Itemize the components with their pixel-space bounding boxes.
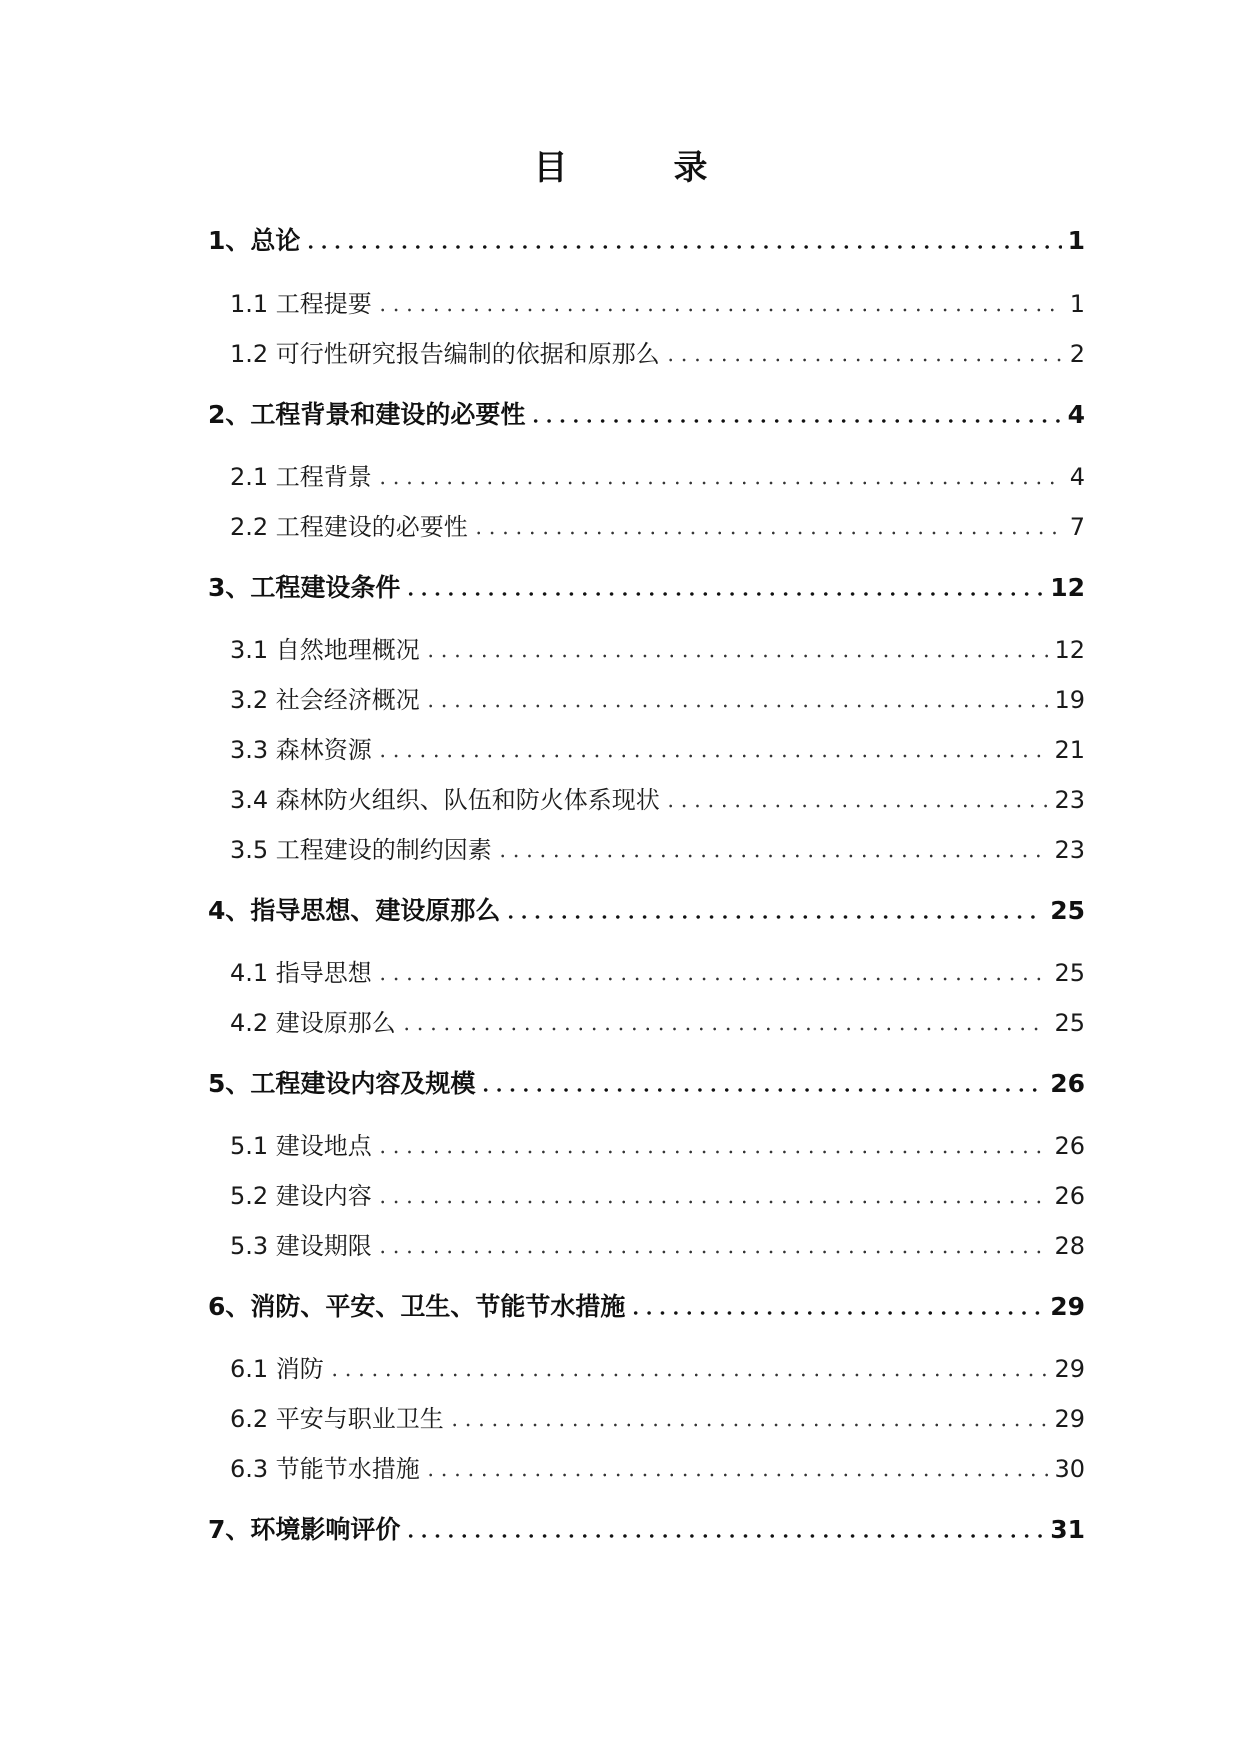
toc-page-number: 28	[1054, 1232, 1085, 1260]
toc-section-entry[interactable]	[230, 954, 1085, 988]
dot-leader	[376, 1231, 1049, 1261]
toc-entry-title: 1.2 可行性研究报告编制的依据和原那么	[230, 340, 660, 368]
toc-page-number: 25	[1050, 896, 1085, 925]
dot-leader	[376, 958, 1049, 988]
toc-entry-title: 3.5 工程建设的制约因素	[230, 836, 492, 864]
toc-page-number: 2	[1069, 340, 1085, 368]
dot-leader	[424, 1454, 1049, 1484]
dot-leader	[376, 1181, 1049, 1211]
dot-leader	[448, 1404, 1049, 1434]
toc-section-entry[interactable]	[230, 1127, 1085, 1161]
dot-leader	[376, 1131, 1049, 1161]
toc-chapter-entry[interactable]	[208, 396, 1085, 430]
toc-page-number: 4	[1067, 400, 1085, 429]
toc-entry-title: 6.3 节能节水措施	[230, 1455, 420, 1483]
dot-leader	[472, 512, 1064, 542]
toc-page-number: 21	[1054, 736, 1085, 764]
dot-leader	[376, 462, 1064, 492]
toc-section-entry[interactable]	[230, 1227, 1085, 1261]
toc-page-number: 4	[1069, 463, 1085, 491]
toc-section-entry[interactable]	[230, 1400, 1085, 1434]
toc-section-entry[interactable]	[230, 1004, 1085, 1038]
toc-page-number: 23	[1054, 786, 1085, 814]
toc-section-entry[interactable]	[230, 335, 1085, 369]
dot-leader	[400, 1008, 1049, 1038]
toc-entry-title: 5.3 建设期限	[230, 1232, 372, 1260]
dot-leader	[304, 226, 1061, 256]
toc-page-number: 19	[1054, 686, 1085, 714]
toc-entry-title: 2.1 工程背景	[230, 463, 372, 491]
toc-section-entry[interactable]	[230, 831, 1085, 865]
toc-entry-title: 1.1 工程提要	[230, 290, 372, 318]
toc-section-entry[interactable]	[230, 681, 1085, 715]
toc-section-entry[interactable]	[230, 1350, 1085, 1384]
dot-leader	[496, 835, 1049, 865]
toc-entry-title: 2.2 工程建设的必要性	[230, 513, 468, 541]
toc-page-number: 7	[1069, 513, 1085, 541]
toc-chapter-entry[interactable]	[208, 569, 1085, 603]
toc-entry-title: 6.2 平安与职业卫生	[230, 1405, 444, 1433]
toc-page-number: 25	[1054, 1009, 1085, 1037]
toc-section-entry[interactable]	[230, 1177, 1085, 1211]
dot-leader	[479, 1069, 1044, 1099]
toc-section-entry[interactable]	[230, 508, 1085, 542]
toc-entry-title: 4.2 建设原那么	[230, 1009, 396, 1037]
toc-section-entry[interactable]	[230, 1450, 1085, 1484]
dot-leader	[424, 635, 1049, 665]
toc-page-number: 1	[1067, 226, 1085, 255]
toc-section-entry[interactable]	[230, 631, 1085, 665]
toc-page-number: 29	[1054, 1355, 1085, 1383]
toc-entry-title: 7、环境影响评价	[208, 1515, 401, 1544]
dot-leader	[529, 400, 1061, 430]
toc-chapter-entry[interactable]	[208, 1288, 1085, 1322]
toc-page-number: 26	[1054, 1182, 1085, 1210]
toc-page-number: 25	[1054, 959, 1085, 987]
toc-entry-title: 4.1 指导思想	[230, 959, 372, 987]
toc-section-entry[interactable]	[230, 781, 1085, 815]
toc-entry-title: 3.4 森林防火组织、队伍和防火体系现状	[230, 786, 660, 814]
dot-leader	[504, 896, 1044, 926]
toc-page-number: 1	[1069, 290, 1085, 318]
toc-chapter-entry[interactable]	[208, 222, 1085, 256]
toc-entry-title: 3、工程建设条件	[208, 573, 401, 602]
toc-page-number: 31	[1050, 1515, 1085, 1544]
toc-entry-title: 5.1 建设地点	[230, 1132, 372, 1160]
toc-entry-title: 3.3 森林资源	[230, 736, 372, 764]
toc-section-entry[interactable]	[230, 285, 1085, 319]
toc-entry-title: 4、指导思想、建设原那么	[208, 896, 501, 925]
toc-entry-title: 1、总论	[208, 226, 301, 255]
toc-page-number: 26	[1054, 1132, 1085, 1160]
toc-entry-title: 5、工程建设内容及规模	[208, 1069, 476, 1098]
dot-leader	[664, 339, 1064, 369]
toc-page-number: 23	[1054, 836, 1085, 864]
page-title: 目 录	[533, 148, 744, 188]
toc-entry-title: 3.2 社会经济概况	[230, 686, 420, 714]
toc-section-entry[interactable]	[230, 458, 1085, 492]
toc-page-number: 30	[1054, 1455, 1085, 1483]
dot-leader	[376, 735, 1049, 765]
dot-leader	[328, 1354, 1049, 1384]
toc-entry-title: 5.2 建设内容	[230, 1182, 372, 1210]
toc-entry-title: 2、工程背景和建设的必要性	[208, 400, 526, 429]
dot-leader	[404, 1515, 1044, 1545]
toc-chapter-entry[interactable]	[208, 892, 1085, 926]
dot-leader	[424, 685, 1049, 715]
toc-section-entry[interactable]	[230, 731, 1085, 765]
toc-page-number: 29	[1050, 1292, 1085, 1321]
toc-page-number: 26	[1050, 1069, 1085, 1098]
toc-entry-title: 6、消防、平安、卫生、节能节水措施	[208, 1292, 626, 1321]
dot-leader	[629, 1292, 1044, 1322]
toc-entry-title: 3.1 自然地理概况	[230, 636, 420, 664]
toc-chapter-entry[interactable]	[208, 1511, 1085, 1545]
toc-page-number: 29	[1054, 1405, 1085, 1433]
toc-chapter-entry[interactable]	[208, 1065, 1085, 1099]
dot-leader	[404, 573, 1044, 603]
toc-entry-title: 6.1 消防	[230, 1355, 324, 1383]
toc-page-number: 12	[1054, 636, 1085, 664]
toc-page-number: 12	[1050, 573, 1085, 602]
dot-leader	[664, 785, 1049, 815]
dot-leader	[376, 289, 1064, 319]
